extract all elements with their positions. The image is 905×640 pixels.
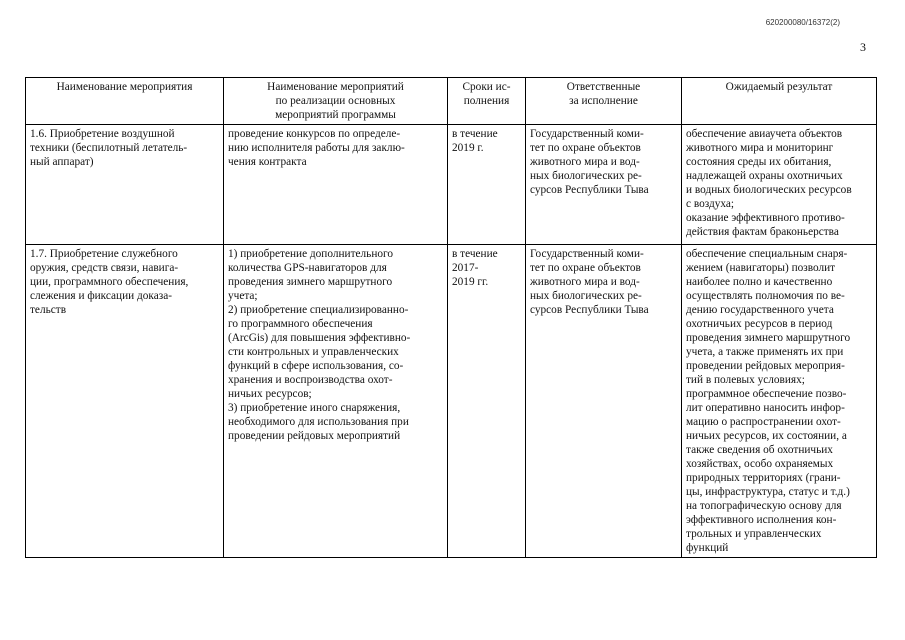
text-line: тет по охране объектов [530,142,641,154]
text-line: охотничьих ресурсов в период [686,318,833,330]
text-line: проведении рейдовых мероприятий [228,430,401,442]
text-line: и водных биологических ресурсов [686,184,852,196]
text-line: оружия, средств связи, навига- [30,262,179,274]
text-line: полнения [463,95,510,107]
text-line: Государственный коми- [530,248,644,260]
cell-responsible [526,245,682,558]
cell-expected-result [682,245,877,558]
activities-table [25,77,877,558]
text-line: животного мира и вод- [530,156,640,168]
cell-responsible [526,125,682,245]
cell-expected-result [682,125,877,245]
text-line: проведении рейдовых мероприя- [686,360,845,372]
text-line: Ожидаемый результат [725,81,833,93]
text-line: проведение конкурсов по определе- [228,128,401,140]
text-line: Государственный коми- [530,128,644,140]
text-line: необходимого для использования при [228,416,409,428]
text-line: ный аппарат) [30,156,94,168]
text-line: учета, а также применять их при [686,346,844,358]
text-line: трольных и управленческих [686,528,822,540]
header-expected-result [682,78,877,125]
text-line: мероприятий программы [275,109,396,121]
text-line: Наименование мероприятий [267,81,404,93]
text-line: надлежащей охраны охотничьих [686,170,843,182]
text-line: оказание эффективного противо- [686,212,845,224]
text-line: программное обеспечение позво- [686,388,847,400]
text-line: проведения зимнего маршрутного [228,276,393,288]
header-program-activities [224,78,448,125]
text-line: жением (навигаторы) позволит [686,262,836,274]
text-line: осуществлять полномочия по ве- [686,290,845,302]
text-line: природных территориях (грани- [686,472,841,484]
cell-program-activities [224,125,448,245]
cell-deadline [448,245,526,558]
text-line: проведения зимнего маршрутного [686,332,851,344]
text-line: наиболее полно и качественно [686,276,833,288]
text-line: сурсов Республики Тыва [530,304,649,316]
cell-deadline [448,125,526,245]
text-line: 2) приобретение специализированно- [228,304,409,316]
text-line: с воздуха; [686,198,735,210]
text-line: функций [686,542,729,554]
text-line: цы, инфраструктура, статус и т.д.) [686,486,850,498]
text-line: лит оперативно наносить инфор- [686,402,845,414]
text-line: за исполнение [569,95,638,107]
text-line: мацию о распространении охот- [686,416,841,428]
text-line: ции, программного обеспечения, [30,276,189,288]
text-line: (ArcGis) для повышения эффективно- [228,332,411,344]
text-line: нию исполнителя работы для заклю- [228,142,405,154]
text-line: 2017- [452,262,479,274]
text-line: состояния среды их обитания, [686,156,832,168]
text-line: 2019 гг. [452,276,489,288]
text-line: эффективного исполнения кон- [686,514,837,526]
text-line: ничьих ресурсов, их состоянии, а [686,430,847,442]
text-line: в течение [452,248,498,260]
text-line: чения контракта [228,156,307,168]
text-line: хозяйствах, особо охраняемых [686,458,834,470]
text-line: 1.6. Приобретение воздушной [30,128,175,140]
text-line: ных биологических ре- [530,170,642,182]
cell-activity-name [26,245,224,558]
table-header-row [26,78,877,125]
text-line: дению государственного учета [686,304,834,316]
text-line: животного мира и вод- [530,276,640,288]
text-line: количества GPS-навигаторов для [228,262,387,274]
table-row [26,245,877,558]
text-line: слежения и фиксации доказа- [30,290,172,302]
text-line: тий в полевых условиях; [686,374,805,386]
text-line: сти контрольных и управленческих [228,346,399,358]
text-line: обеспечение специальным снаря- [686,248,848,260]
text-line: 3) приобретение иного снаряжения, [228,402,401,414]
text-line: техники (беспилотный летатель- [30,142,188,154]
header-deadlines [448,78,526,125]
text-line: по реализации основных [275,95,396,107]
cell-activity-name [26,125,224,245]
text-line: в течение [452,128,498,140]
text-line: хранения и воспроизводства охот- [228,374,393,386]
text-line: го программного обеспечения [228,318,373,330]
page-number: 3 [860,40,866,54]
text-line: Ответственные [566,81,641,93]
text-line: обеспечение авиаучета объектов [686,128,843,140]
text-line: на топографическую основу для [686,500,842,512]
text-line: ничьих ресурсов; [228,388,312,400]
text-line: функций в сфере использования, со- [228,360,404,372]
text-line: 1.7. Приобретение служебного [30,248,178,260]
text-line: Наименование мероприятия [56,81,193,93]
text-line: тет по охране объектов [530,262,641,274]
text-line: 1) приобретение дополнительного [228,248,394,260]
header-responsible [526,78,682,125]
text-line: животного мира и мониторинг [686,142,834,154]
table-row [26,125,877,245]
text-line: тельств [30,304,67,316]
text-line: ных биологических ре- [530,290,642,302]
header-activity-name [26,78,224,125]
text-line: действия фактам браконьерства [686,226,839,238]
cell-program-activities [224,245,448,558]
text-line: также сведения об охотничьих [686,444,833,456]
document-id: 620200080/16372(2) [765,18,840,27]
text-line: 2019 г. [452,142,484,154]
text-line: учета; [228,290,258,302]
text-line: Сроки ис- [462,81,511,93]
text-line: сурсов Республики Тыва [530,184,649,196]
